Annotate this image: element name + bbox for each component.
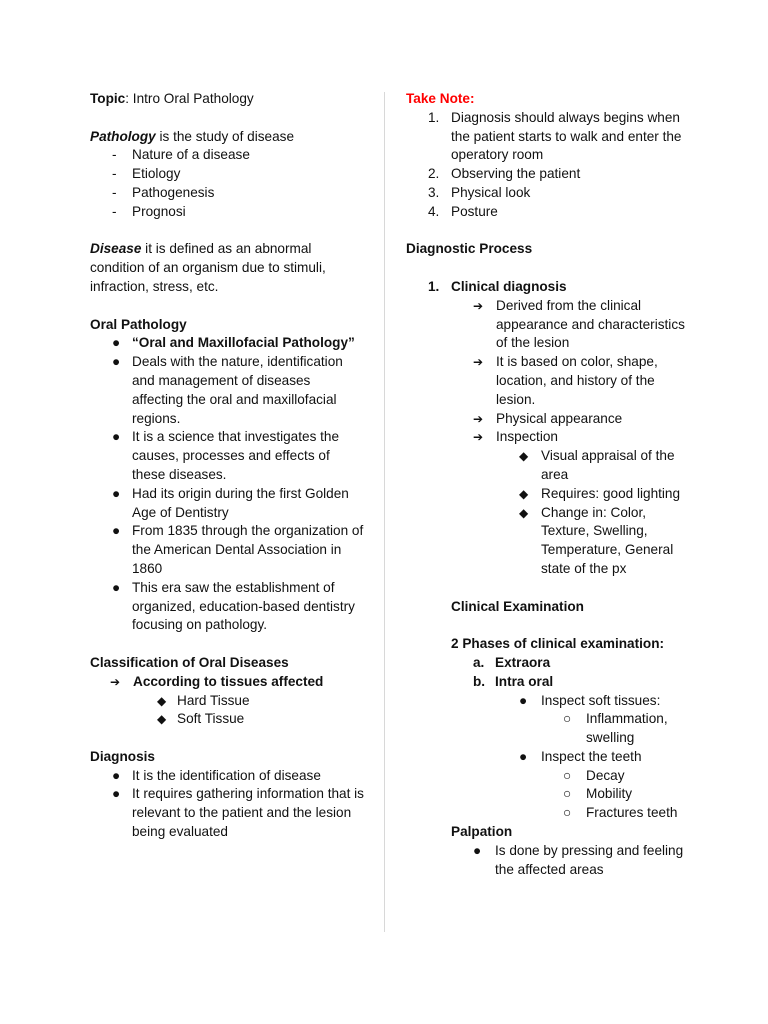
list-item: ● It requires gathering information that is relevant to the patient and the lesion being evaluated bbox=[112, 786, 364, 840]
list-item: ● Had its origin during the first Golden Age of Dentistry bbox=[112, 485, 349, 520]
list-item: - Nature of a disease bbox=[112, 147, 250, 163]
topic-label: Topic bbox=[90, 91, 126, 106]
list-item: ◆ Requires: good lighting bbox=[519, 485, 681, 501]
list-item: ● This era saw the establishment of organized, education-based dentistry focusing on pathology. bbox=[112, 579, 355, 633]
clinical-examination-heading: Clinical Examination bbox=[451, 598, 584, 614]
list-item: ● Is done by pressing and feeling the affected areas bbox=[473, 842, 684, 877]
list-item: ◆ Hard Tissue bbox=[157, 692, 250, 708]
list-item: 2. Observing the patient bbox=[428, 166, 581, 182]
list-item: ➔ Derived from the clinical appearance and characteristics of the lesion bbox=[473, 297, 685, 351]
list-item: ● Inspect soft tissues: bbox=[519, 692, 661, 708]
topic-value: : Intro Oral Pathology bbox=[125, 91, 254, 106]
list-item: a. Extraora bbox=[473, 654, 551, 670]
take-note-heading: Take Note: bbox=[406, 91, 475, 106]
list-item: 4. Posture bbox=[428, 203, 498, 219]
phases-heading: 2 Phases of clinical examination: bbox=[451, 636, 665, 652]
list-item: ○ Decay bbox=[563, 767, 625, 783]
disease-definition bbox=[90, 240, 365, 296]
list-item: ○ Inflammation, swelling bbox=[563, 711, 668, 746]
list-item: - Pathogenesis bbox=[112, 184, 215, 200]
list-item: - Etiology bbox=[112, 166, 181, 182]
list-item: ● It is a science that investigates the causes, processes and effects of these diseases. bbox=[112, 429, 340, 482]
pathology-definition bbox=[90, 128, 365, 147]
diagnostic-process-heading: Diagnostic Process bbox=[406, 241, 533, 257]
list-item: 1. Diagnosis should always begins when the patient starts to walk and enter the operatory room bbox=[428, 109, 682, 163]
list-item: ➔ Physical appearance bbox=[473, 410, 623, 426]
right-column bbox=[406, 90, 696, 879]
disease-term: Disease bbox=[90, 241, 142, 257]
left-column bbox=[90, 90, 365, 842]
pathology-term: Pathology bbox=[90, 128, 156, 144]
list-item: ● “Oral and Maxillofacial Pathology” bbox=[112, 335, 355, 351]
list-item: ● Inspect the teeth bbox=[519, 748, 642, 764]
list-item: ● Deals with the nature, identification and management of diseases affecting the oral and maxillofacial regions. bbox=[112, 354, 343, 426]
list-item: ➔ Inspection bbox=[473, 429, 558, 445]
classification-heading: Classification of Oral Diseases bbox=[90, 654, 289, 670]
palpation-heading: Palpation bbox=[451, 824, 513, 840]
list-item: ○ Mobility bbox=[563, 786, 633, 802]
list-item: b. Intra oral bbox=[473, 673, 554, 689]
list-item: - Prognosi bbox=[112, 203, 186, 219]
list-item: 1. Clinical diagnosis bbox=[428, 278, 567, 294]
list-item: ◆ Change in: Color, Texture, Swelling, Temperature, General state of the px bbox=[519, 504, 674, 576]
column-divider bbox=[384, 92, 385, 932]
list-item: ● It is the identification of disease bbox=[112, 767, 321, 783]
list-item: ➔ According to tissues affected bbox=[110, 673, 324, 689]
pathology-def: is the study of disease bbox=[155, 128, 294, 144]
oral-pathology-heading: Oral Pathology bbox=[90, 316, 187, 332]
diagnosis-heading: Diagnosis bbox=[90, 748, 155, 764]
list-item: 3. Physical look bbox=[428, 184, 531, 200]
list-item: ○ Fractures teeth bbox=[563, 805, 678, 821]
list-item: ◆ Soft Tissue bbox=[157, 711, 245, 727]
list-item: ● From 1835 through the organization of the American Dental Association in 1860 bbox=[112, 523, 364, 576]
list-item: ➔ It is based on color, shape, location, and history of the lesion. bbox=[473, 354, 658, 407]
list-item: ◆ Visual appraisal of the area bbox=[519, 448, 675, 482]
disease-def: it is defined as an abnormal condition of an organism due to stimuli, infraction, stress, etc. bbox=[90, 241, 326, 294]
topic-line bbox=[90, 90, 365, 109]
